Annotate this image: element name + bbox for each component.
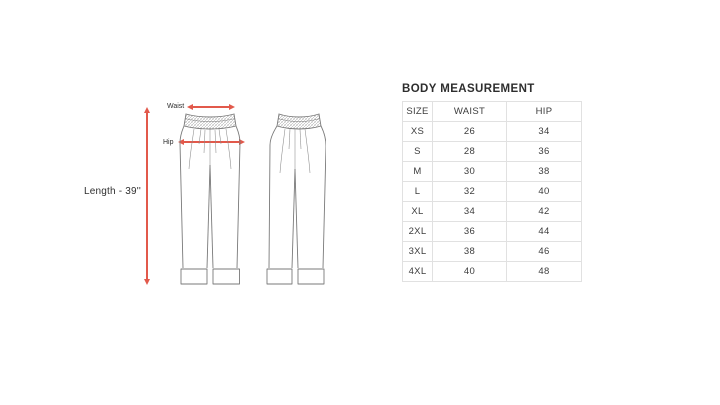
length-arrow xyxy=(146,112,148,280)
pants-front-drawing xyxy=(179,112,241,286)
table-header-row xyxy=(403,102,582,122)
hip-cell: 42 xyxy=(507,202,582,222)
size-cell: M xyxy=(403,162,433,182)
hip-label: Hip xyxy=(163,139,174,146)
table-title: BODY MEASUREMENT xyxy=(402,83,535,95)
col-header-waist: WAIST xyxy=(433,102,507,122)
size-cell: 2XL xyxy=(403,222,433,242)
waist-cell: 28 xyxy=(433,142,507,162)
table-row xyxy=(403,262,582,282)
table-row xyxy=(403,242,582,262)
waist-cell: 40 xyxy=(433,262,507,282)
waist-cell: 34 xyxy=(433,202,507,222)
waist-cell: 30 xyxy=(433,162,507,182)
hip-cell: 38 xyxy=(507,162,582,182)
waist-cell: 26 xyxy=(433,122,507,142)
size-cell: 3XL xyxy=(403,242,433,262)
size-cell: 4XL xyxy=(403,262,433,282)
waist-arrow xyxy=(192,106,230,108)
hip-cell: 44 xyxy=(507,222,582,242)
col-header-size: SIZE xyxy=(403,102,433,122)
col-header-hip: HIP xyxy=(507,102,582,122)
hip-cell: 40 xyxy=(507,182,582,202)
length-label: Length - 39'' xyxy=(84,186,142,197)
waist-label: Waist xyxy=(167,103,185,110)
waist-cell: 36 xyxy=(433,222,507,242)
table-row xyxy=(403,142,582,162)
size-cell: S xyxy=(403,142,433,162)
pants-back-drawing xyxy=(266,112,326,286)
table-row xyxy=(403,182,582,202)
table-row xyxy=(403,162,582,182)
hip-cell: 48 xyxy=(507,262,582,282)
table-row xyxy=(403,202,582,222)
size-cell: XL xyxy=(403,202,433,222)
hip-cell: 46 xyxy=(507,242,582,262)
size-cell: L xyxy=(403,182,433,202)
body-measurement-section xyxy=(402,83,584,282)
body-measurement-table xyxy=(402,101,582,282)
hip-cell: 36 xyxy=(507,142,582,162)
table-row xyxy=(403,222,582,242)
waist-cell: 32 xyxy=(433,182,507,202)
waist-cell: 38 xyxy=(433,242,507,262)
size-cell: XS xyxy=(403,122,433,142)
hip-cell: 34 xyxy=(507,122,582,142)
table-row xyxy=(403,122,582,142)
